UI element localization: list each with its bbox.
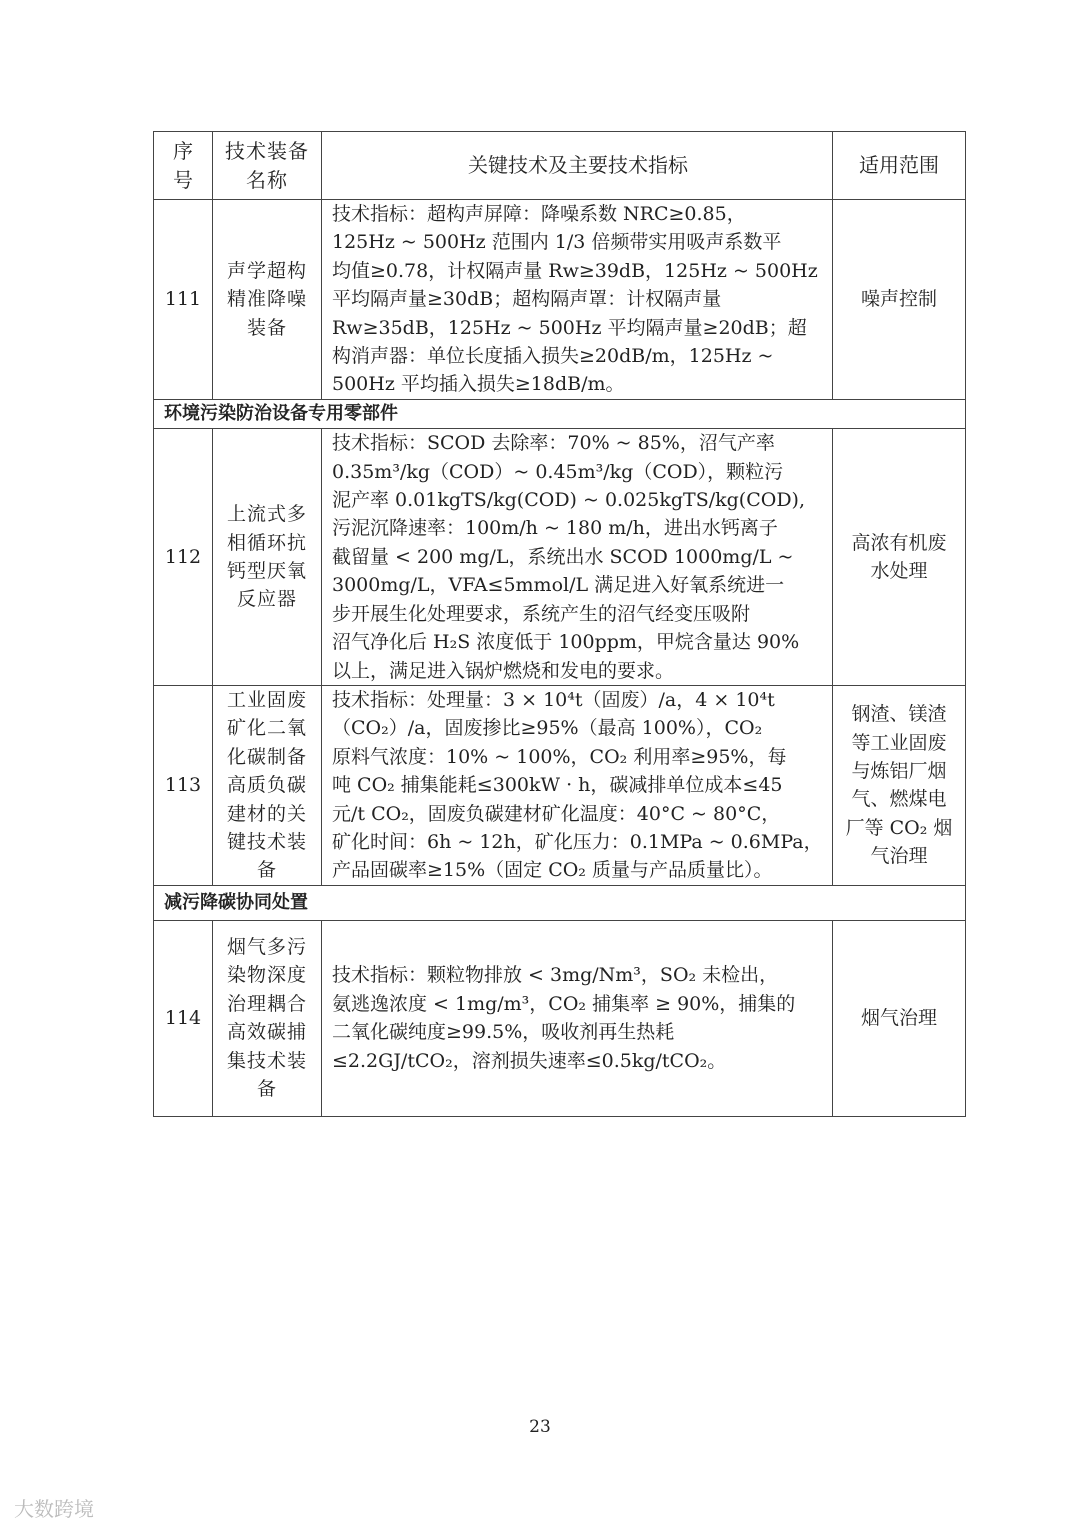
page-number: 23 — [529, 1417, 551, 1437]
header-scope: 适用范围 — [833, 132, 966, 200]
row-name: 工业固废 矿化二氧 化碳制备 高质负碳 建材的关 键技术装 备 — [213, 685, 322, 885]
row-tech: 技术指标：SCOD 去除率：70% ~ 85%，沼气产率 0.35m³/kg（COD）~ 0.45m³/kg（COD），颗粒污 泥产率 0.01kgTS/kg(COD) ~ 0.025kgTS/kg(COD), 污泥沉降速率：100m/h ~ 180 m/h，进出水钙离子 截留量 < 200 mg/L，系统出水 SCOD 1000mg/L ~ 3000mg/L，VFA≤5mmol/L 满足进入好氧系统进一 步开展生化处理要求，系统产生的沼气经变压吸附 沼气净化后 H₂S 浓度低于 100ppm，甲烷含量达 90% 以上，满足进入锅炉燃烧和发电的要求。 — [322, 429, 833, 686]
row-scope: 烟气治理 — [833, 920, 966, 1116]
row-no: 112 — [154, 429, 213, 686]
section-row — [154, 399, 966, 428]
row-name: 声学超构 精准降噪 装备 — [213, 200, 322, 400]
equipment-table — [153, 131, 966, 1117]
header-no: 序 号 — [154, 132, 213, 200]
watermark-logo: 大数跨境 — [14, 1497, 94, 1521]
table-row — [154, 429, 966, 686]
section-row — [154, 885, 966, 920]
row-no: 113 — [154, 685, 213, 885]
row-tech: 技术指标：颗粒物排放 < 3mg/Nm³，SO₂ 未检出， 氨逃逸浓度 < 1mg/m³，CO₂ 捕集率 ≥ 90%，捕集的 二氧化碳纯度≥99.5%，吸收剂再生热耗 ≤2.2GJ/tCO₂，溶剂损失速率≤0.5kg/tCO₂。 — [322, 920, 833, 1116]
row-tech: 技术指标：处理量：3 × 10⁴t（固废）/a，4 × 10⁴t （CO₂）/a，固废掺比≥95%（最高 100%），CO₂ 原料气浓度：10% ~ 100%，CO₂ 利用率≥95%，每 吨 CO₂ 捕集能耗≤300kW · h，碳减排单位成本≤45 元/t CO₂，固废负碳建材矿化温度：40°C ~ 80°C， 矿化时间：6h ~ 12h，矿化压力：0.1MPa ~ 0.6MPa， 产品固碳率≥15%（固定 CO₂ 质量与产品质量比）。 — [322, 685, 833, 885]
row-name: 烟气多污 染物深度 治理耦合 高效碳捕 集技术装 备 — [213, 920, 322, 1116]
row-scope: 噪声控制 — [833, 200, 966, 400]
table-row — [154, 200, 966, 400]
table-header-row — [154, 132, 966, 200]
header-name: 技术装备 名称 — [213, 132, 322, 200]
row-scope: 钢渣、镁渣 等工业固废 与炼铝厂烟 气、燃煤电 厂等 CO₂ 烟 气治理 — [833, 685, 966, 885]
row-no: 111 — [154, 200, 213, 400]
row-no: 114 — [154, 920, 213, 1116]
table-row — [154, 685, 966, 885]
section-title: 环境污染防治设备专用零部件 — [154, 399, 966, 428]
table-row — [154, 920, 966, 1116]
row-name: 上流式多 相循环抗 钙型厌氧 反应器 — [213, 429, 322, 686]
section-title: 减污降碳协同处置 — [154, 885, 966, 920]
header-tech: 关键技术及主要技术指标 — [322, 132, 833, 200]
row-scope: 高浓有机废 水处理 — [833, 429, 966, 686]
row-tech: 技术指标：超构声屏障：降噪系数 NRC≥0.85， 125Hz ~ 500Hz 范围内 1/3 倍频带实用吸声系数平 均值≥0.78，计权隔声量 Rw≥39dB，125Hz ~ 500Hz 平均隔声量≥30dB；超构隔声罩：计权隔声量 Rw≥35dB，125Hz ~ 500Hz 平均隔声量≥20dB；超 构消声器：单位长度插入损失≥20dB/m，125Hz ~ 500Hz 平均插入损失≥18dB/m。 — [322, 200, 833, 400]
